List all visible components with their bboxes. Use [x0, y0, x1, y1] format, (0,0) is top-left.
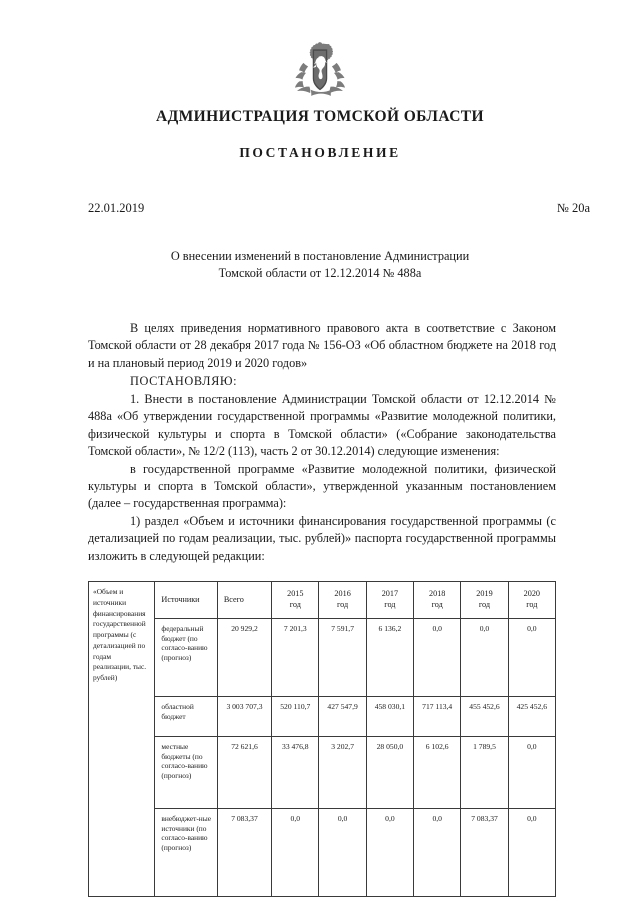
table-row [89, 618, 556, 696]
year-unit-2016: год [337, 600, 349, 610]
cell-federal-2019: 0,0 [461, 618, 508, 696]
cell-regional-2018: 717 113,4 [414, 696, 461, 736]
column-header-sources: Источники [155, 582, 217, 619]
paragraph-resolve: ПОСТАНОВЛЯЮ: [130, 374, 238, 389]
table-row [89, 736, 556, 808]
cell-regional-2016: 427 547,9 [319, 696, 366, 736]
cell-federal-2018: 0,0 [414, 618, 461, 696]
year-value-2018: 2018 [429, 589, 446, 599]
cell-extrabudget-2015: 0,0 [272, 808, 319, 896]
row-source-federal: федеральный бюджет (по согласо-ванию (прогноз) [155, 618, 217, 696]
cell-extrabudget-total: 7 083,37 [217, 808, 271, 896]
paragraph-item-1: 1. Внести в постановление Администрации Томской области от 12.12.2014 № 488а «Об утверждении государственной программы «Развитие молодежной политики, физической культуры и спорта в Томской области» («Собрание законодательства Томской области», № 12/2 (113), часть 2 от 30.12.2014) следующие изменения: [88, 391, 556, 459]
column-header-2019 [461, 582, 508, 619]
subject-line-2: Томской области от 12.12.2014 № 488а [218, 265, 422, 280]
tomsk-oblast-coat-of-arms-icon [289, 40, 351, 96]
year-value-2017: 2017 [381, 589, 399, 599]
cell-local-2020: 0,0 [508, 736, 555, 808]
year-value-2020: 2020 [523, 589, 540, 599]
paragraph-sub-a: в государственной программе «Развитие молодежной политики, физической культуры и спорта в Томской области», утвержденной указанным постановлением (далее – государственная программа): [88, 461, 556, 511]
row-source-regional: областной бюджет [155, 696, 217, 736]
paragraph-sub-1: 1) раздел «Объем и источники финансирования государственной программы (с детализацией по годам реализации, тыс. рублей)» паспорта государственной программы изложить в следующей редакции: [88, 513, 556, 563]
column-header-total: Всего [217, 582, 271, 619]
cell-regional-total: 3 003 707,3 [217, 696, 271, 736]
cell-extrabudget-2018: 0,0 [414, 808, 461, 896]
financing-table [88, 581, 556, 897]
cell-extrabudget-2020: 0,0 [508, 808, 555, 896]
cell-federal-2016: 7 591,7 [319, 618, 366, 696]
year-unit-2019: год [478, 600, 491, 610]
cell-extrabudget-2019: 7 083,37 [461, 808, 508, 896]
table-side-label: «Объем и источники финансирования государственной программы (с детализацией по годам реализации, тыс. рублей) [89, 582, 155, 897]
cell-regional-2020: 425 452,6 [508, 696, 555, 736]
year-unit-2020: год [526, 600, 538, 610]
year-value-2015: 2015 [287, 589, 304, 599]
subject-line-1: О внесении изменений в постановление Администрации [170, 249, 470, 263]
cell-local-2016: 3 202,7 [319, 736, 366, 808]
financing-table-container [0, 581, 640, 897]
column-header-2018 [414, 582, 461, 619]
document-meta-row [0, 201, 640, 216]
cell-extrabudget-2017: 0,0 [366, 808, 413, 896]
cell-extrabudget-2016: 0,0 [319, 808, 366, 896]
column-header-2020 [508, 582, 555, 619]
year-value-2016: 2016 [334, 589, 351, 599]
column-header-2016 [319, 582, 366, 619]
cell-regional-2015: 520 110,7 [272, 696, 319, 736]
cell-federal-2017: 6 136,2 [366, 618, 413, 696]
cell-local-2017: 28 050,0 [366, 736, 413, 808]
cell-federal-total: 20 929,2 [217, 618, 271, 696]
cell-local-2015: 33 476,8 [272, 736, 319, 808]
table-header-row [89, 582, 556, 619]
cell-local-2019: 1 789,5 [461, 736, 508, 808]
cell-local-2018: 6 102,6 [414, 736, 461, 808]
table-row [89, 808, 556, 896]
document-type-heading: ПОСТАНОВЛЕНИЕ [239, 145, 401, 160]
document-body [0, 320, 640, 565]
emblem-container [0, 0, 640, 96]
year-value-2019: 2019 [476, 589, 493, 599]
row-source-extrabudget: внебюджет-ные источники (по согласо-ванию (прогноз) [155, 808, 217, 896]
document-date: 22.01.2019 [88, 201, 145, 215]
cell-regional-2017: 458 030,1 [366, 696, 413, 736]
page-title: АДМИНИСТРАЦИЯ ТОМСКОЙ ОБЛАСТИ [156, 108, 484, 125]
column-header-2017 [366, 582, 413, 619]
year-unit-2015: год [289, 600, 301, 610]
row-source-local: местные бюджеты (по согласо-ванию (прогноз) [155, 736, 217, 808]
document-number: № 20а [556, 201, 590, 215]
year-unit-2018: год [431, 600, 443, 610]
column-header-2015 [272, 582, 319, 619]
paragraph-preamble: В целях приведения нормативного правового акта в соответствие с Законом Томской области от 28 декабря 2017 года № 156-ОЗ «Об областном бюджете на 2018 год и на плановый период 2019 и 2020 годов» [88, 320, 556, 370]
cell-federal-2020: 0,0 [508, 618, 555, 696]
cell-federal-2015: 7 201,3 [272, 618, 319, 696]
cell-local-total: 72 621,6 [217, 736, 271, 808]
table-row [89, 696, 556, 736]
document-subject [0, 248, 640, 282]
cell-regional-2019: 455 452,6 [461, 696, 508, 736]
year-unit-2017: год [384, 600, 396, 610]
